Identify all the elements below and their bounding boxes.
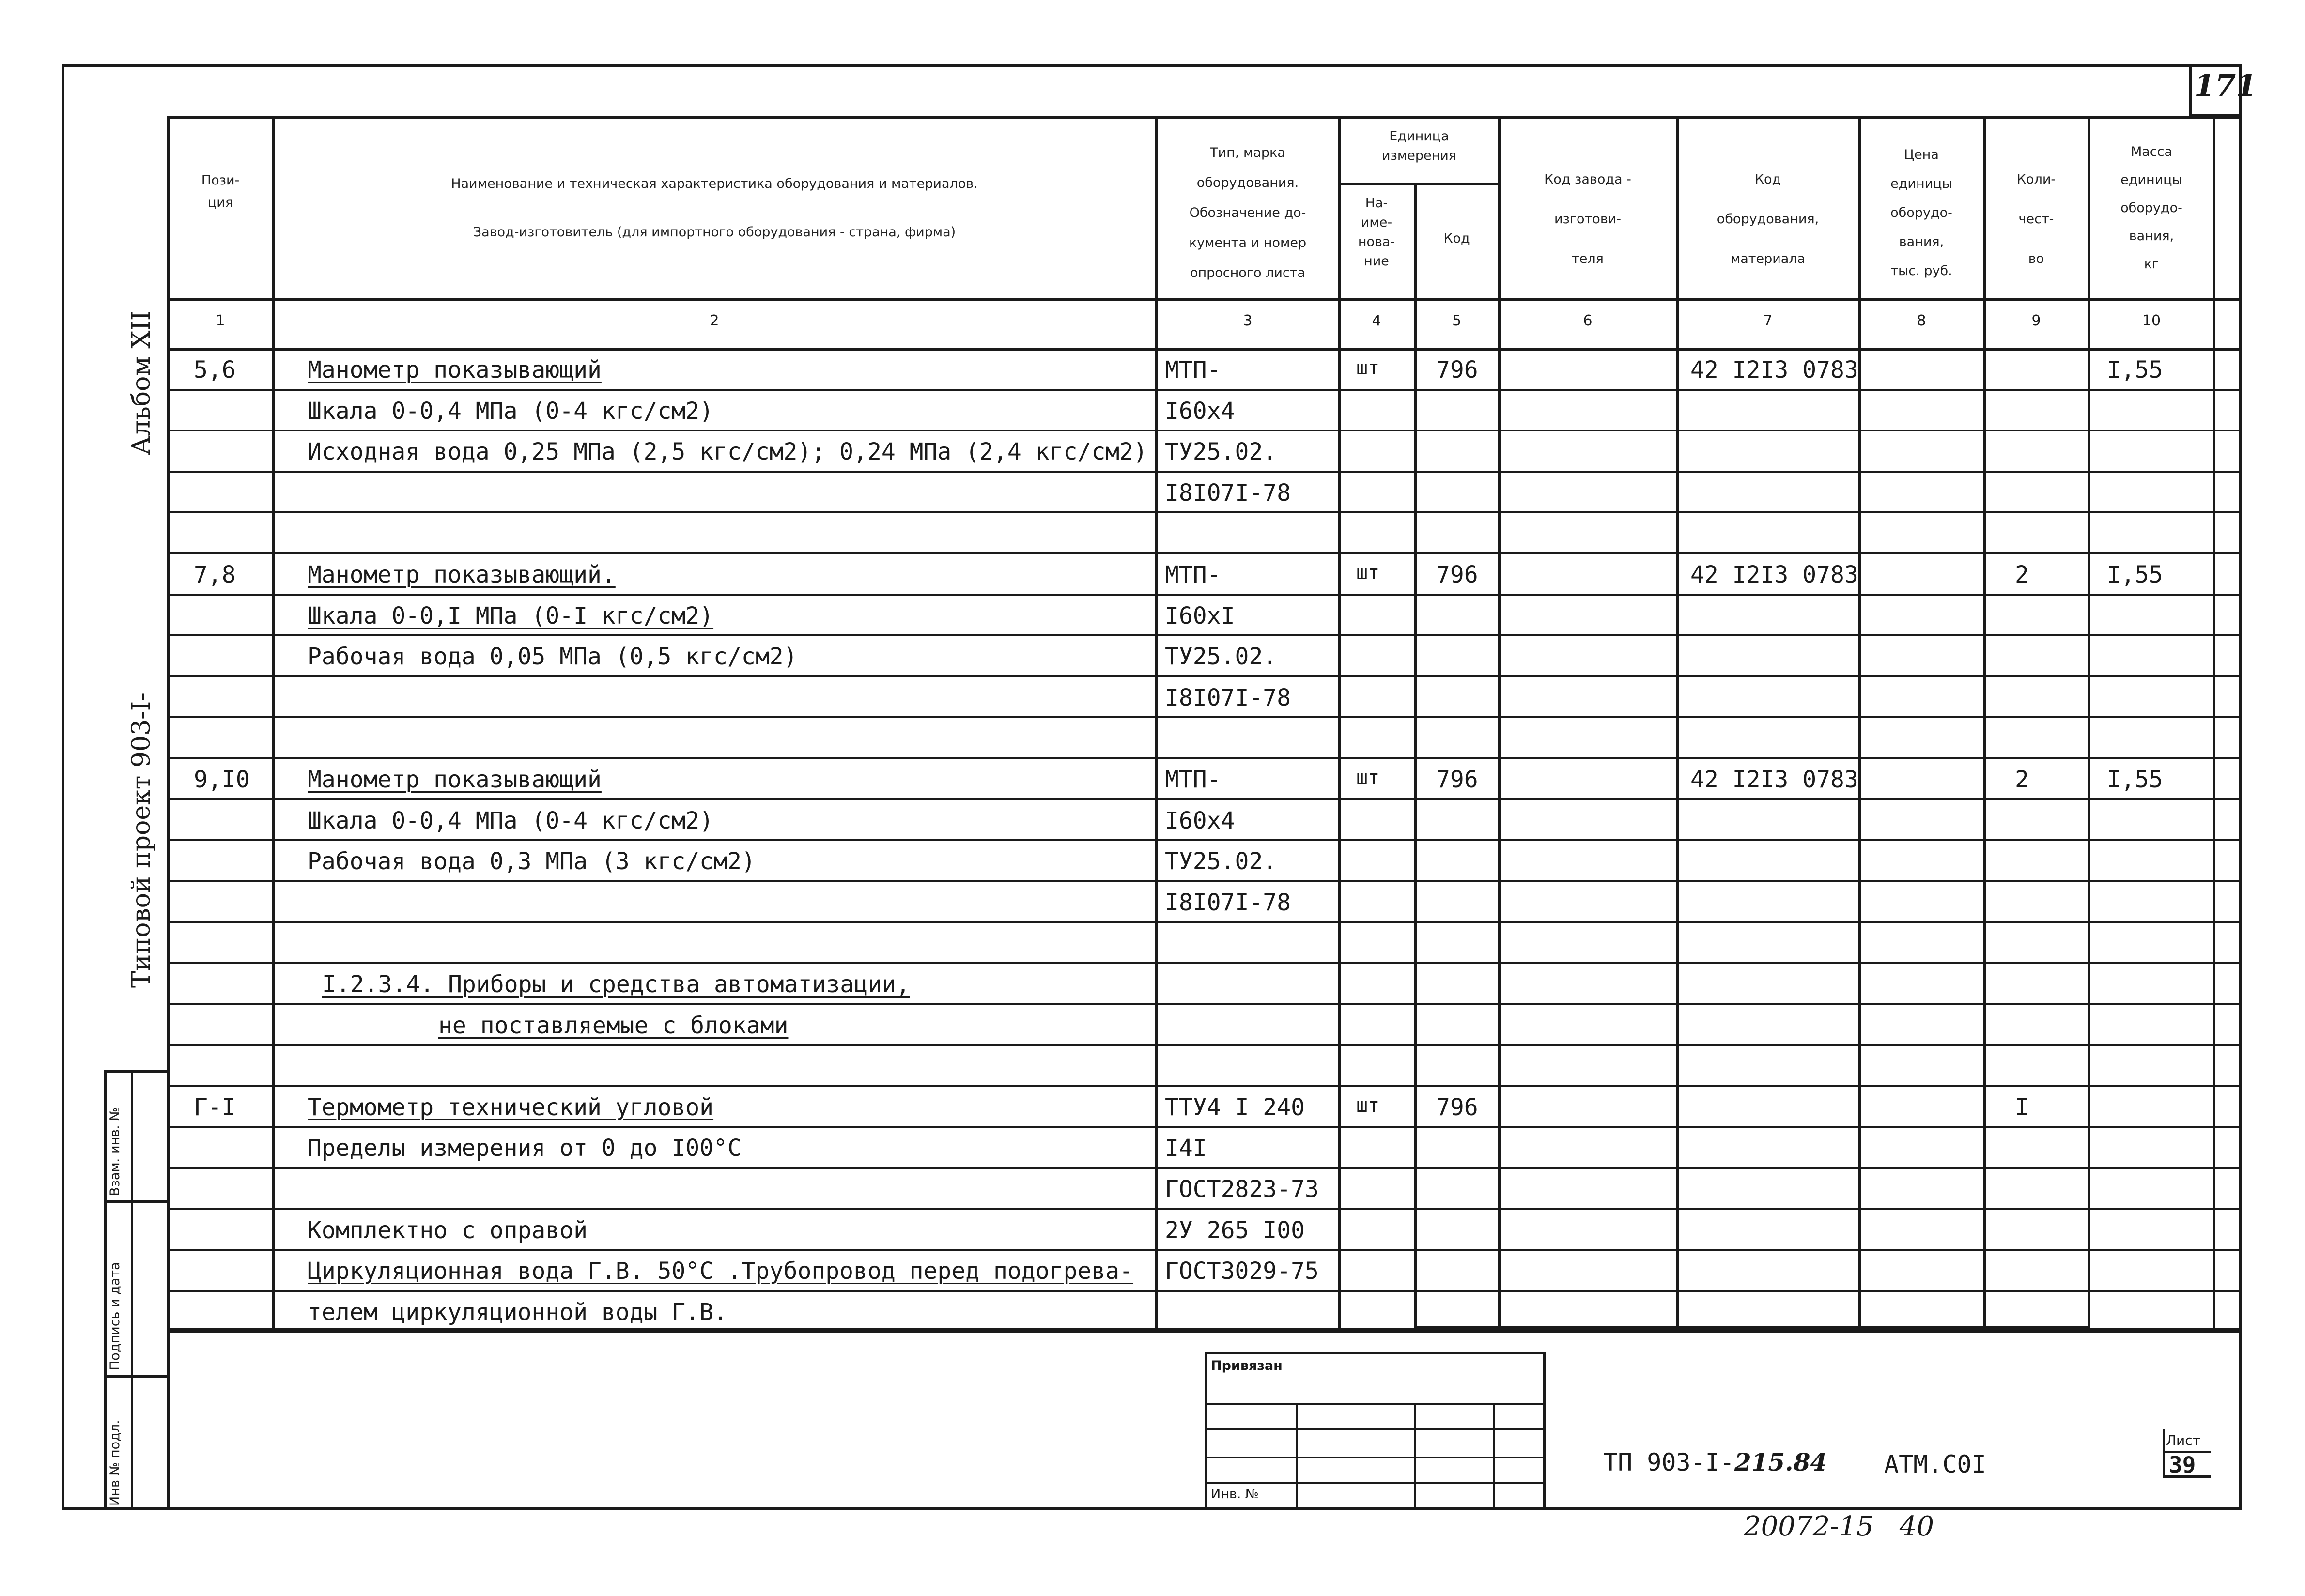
row-eq: 42 I2I3 0783	[1690, 766, 1858, 793]
row-type: МТП-	[1165, 766, 1221, 793]
row-type: МТП-	[1165, 561, 1221, 588]
header-bottom-line	[167, 298, 2239, 301]
row-divider	[167, 1290, 2239, 1292]
header-quantity: Коли- чест- во	[2016, 172, 2056, 266]
row-divider	[167, 962, 2239, 964]
row-type: ГОСТ2823-73	[1165, 1176, 1319, 1203]
colnum-1: 1	[216, 312, 225, 329]
row-name: Рабочая вода 0,05 МПа (0,5 кгс/см2)	[308, 643, 798, 671]
row-pos: 7,8	[194, 561, 236, 588]
row-type: I8I07I-78	[1165, 479, 1291, 506]
album-label: Альбом XII	[127, 310, 156, 455]
row-code: 796	[1436, 766, 1478, 793]
doc-prefix: ТП 903-I-	[1603, 1448, 1734, 1476]
project-label: Типовой проект 903-I-	[127, 692, 156, 988]
row-name: Рабочая вода 0,3 МПа (3 кгс/см2)	[308, 848, 756, 875]
row-code: 796	[1436, 356, 1478, 384]
corner-number: 171	[2194, 68, 2257, 103]
row-divider	[167, 552, 2239, 554]
header-price: Цена единицы оборудо- вания, тыс. руб.	[1890, 147, 1952, 278]
row-eq: 42 I2I3 0783	[1690, 561, 1858, 588]
header-equipment-code: Код оборудования, материала	[1717, 172, 1819, 266]
row-divider	[167, 921, 2239, 923]
colnum-7: 7	[1763, 312, 1773, 329]
row-type: ГОСТ3029-75	[1165, 1258, 1319, 1285]
header-name: Наименование и техническая характеристика оборудования и материалов. Завод-изготовитель (для импортного оборудования - страна, фирма)	[451, 176, 978, 240]
header-mass: Масса единицы оборудо- вания, кг	[2120, 144, 2182, 272]
row-code: 796	[1436, 1093, 1478, 1121]
row-type: ТУ25.02.	[1165, 438, 1277, 466]
row-type: ТТУ4 I 240	[1165, 1093, 1305, 1121]
row-type: I4I	[1165, 1135, 1207, 1162]
colnum-3: 3	[1243, 312, 1253, 329]
row-divider	[167, 471, 2239, 473]
row-pos: 5,6	[194, 356, 236, 384]
row-code: 796	[1436, 561, 1478, 588]
row-divider	[167, 839, 2239, 841]
header-unit-code: Код	[1443, 231, 1470, 246]
row-divider	[167, 1208, 2239, 1210]
col-line-4	[1414, 183, 1417, 1328]
row-type: I8I07I-78	[1165, 684, 1291, 711]
header-factory-code: Код завода - изготови- теля	[1544, 172, 1631, 266]
colnum-bottom-line	[167, 348, 2239, 351]
title-block-top	[167, 1328, 2242, 1331]
row-name: Шкала 0-0,4 МПа (0-4 кгс/см2)	[308, 807, 714, 834]
row-divider	[167, 675, 2239, 677]
colnum-10: 10	[2142, 312, 2161, 329]
row-divider	[167, 757, 2239, 759]
row-name: не поставляемые с блоками	[438, 1012, 789, 1039]
row-name: Шкала 0-0,4 МПа (0-4 кгс/см2)	[308, 397, 714, 425]
row-type: I60х4	[1165, 807, 1235, 834]
row-divider	[167, 1085, 2239, 1087]
inv-label: Инв. №	[1211, 1487, 1259, 1502]
row-divider	[167, 634, 2239, 636]
row-name: Шкала 0-0,I МПа (0-I кгс/см2)	[308, 602, 714, 629]
colnum-2: 2	[710, 312, 719, 329]
sheet-label: Лист	[2166, 1432, 2200, 1448]
doc-code: АТМ.С0I	[1884, 1450, 1986, 1478]
row-divider	[167, 1167, 2239, 1169]
bound-label: Привязан	[1211, 1358, 1283, 1373]
stamp-row-2-top	[104, 1200, 167, 1203]
bound-vline-2	[1414, 1403, 1416, 1510]
col-line-7	[1858, 116, 1861, 1328]
table-top-line	[167, 116, 2239, 119]
row-name: Манометр показывающий	[308, 356, 602, 384]
row-divider	[167, 1249, 2239, 1251]
header-unit-group: Единица измерения	[1381, 129, 1457, 163]
row-name: Пределы измерения от 0 до I00°С	[308, 1135, 742, 1162]
row-type: МТП-	[1165, 356, 1221, 384]
stamp-column-mid	[131, 1070, 133, 1510]
row-name: Манометр показывающий.	[308, 561, 616, 588]
bound-vline-1	[1296, 1403, 1298, 1510]
row-unit: шт	[1356, 562, 1380, 584]
row-mass: I,55	[2107, 561, 2163, 588]
col-line-8	[1983, 116, 1986, 1328]
row-divider	[167, 430, 2239, 431]
row-type: I60х4	[1165, 397, 1235, 425]
row-mass: I,55	[2107, 766, 2163, 793]
col-line-5	[1498, 116, 1501, 1328]
row-divider	[167, 716, 2239, 718]
row-eq: 42 I2I3 0783	[1690, 356, 1858, 384]
row-divider	[167, 880, 2239, 882]
row-qty: 2	[2015, 766, 2029, 793]
row-name: Исходная вода 0,25 МПа (2,5 кгс/см2); 0,24 МПа (2,4 кгс/см2)	[308, 438, 1147, 466]
row-type: 2У 265 I00	[1165, 1216, 1305, 1244]
stamp-replace-inv: Взам. инв. №	[108, 1107, 123, 1196]
row-divider	[167, 1044, 2239, 1046]
row-divider	[167, 1331, 2239, 1333]
header-unit-name: На- име- нова- ние	[1358, 196, 1395, 269]
row-name: Циркуляционная вода Г.В. 50°С .Трубопровод перед подогрева-	[308, 1258, 1134, 1285]
col-line-6	[1676, 116, 1679, 1328]
row-type: I60хI	[1165, 602, 1235, 629]
stamp-row-3-top	[104, 1375, 167, 1378]
row-mass: I,55	[2107, 356, 2163, 384]
row-name: Комплектно с оправой	[308, 1216, 588, 1244]
row-type: ТУ25.02.	[1165, 848, 1277, 875]
doc-handwritten-number: 215.84	[1734, 1448, 1827, 1476]
unit-group-line	[1338, 183, 1498, 185]
row-unit: шт	[1356, 357, 1380, 379]
footer-note: 20072-15 40	[1744, 1511, 1934, 1542]
stamp-original-inv: Инв № подл.	[108, 1420, 123, 1506]
colnum-5: 5	[1452, 312, 1462, 329]
row-unit: шт	[1356, 1094, 1380, 1117]
sheet-number: 39	[2169, 1452, 2196, 1478]
row-name: Термометр технический угловой	[308, 1093, 714, 1121]
colnum-4: 4	[1372, 312, 1381, 329]
header-position: Пози- ция	[201, 173, 240, 210]
row-unit: шт	[1356, 767, 1380, 789]
row-divider	[167, 1003, 2239, 1005]
col-line-9	[2088, 116, 2090, 1328]
col-line-3	[1338, 116, 1341, 1328]
row-type: ТУ25.02.	[1165, 643, 1277, 671]
row-qty: I	[2015, 1093, 2029, 1121]
row-divider	[167, 389, 2239, 391]
bound-vline-3	[1493, 1403, 1495, 1510]
row-type: I8I07I-78	[1165, 889, 1291, 916]
row-divider	[167, 1126, 2239, 1128]
stamp-row-1-top	[104, 1070, 167, 1073]
col-line-10	[2213, 116, 2215, 1328]
row-pos: Г-I	[194, 1093, 236, 1121]
colnum-9: 9	[2031, 312, 2041, 329]
stamp-column-left	[104, 1070, 107, 1510]
colnum-6: 6	[1583, 312, 1593, 329]
row-name: I.2.3.4. Приборы и средства автоматизации,	[322, 971, 910, 998]
stamp-signature-date: Подпись и дата	[108, 1262, 123, 1370]
row-pos: 9,I0	[194, 766, 250, 793]
doc-designation	[1603, 1448, 1827, 1476]
row-divider	[167, 511, 2239, 513]
colnum-8: 8	[1917, 312, 1926, 329]
col-line-1	[272, 116, 275, 1328]
col-line-2	[1155, 116, 1158, 1328]
header-type: Тип, марка оборудования. Обозначение до- кумента и номер опросного листа	[1189, 145, 1307, 280]
row-qty: 2	[2015, 561, 2029, 588]
row-divider	[167, 594, 2239, 596]
row-divider	[167, 798, 2239, 800]
row-name: телем циркуляционной воды Г.В.	[308, 1298, 727, 1326]
row-name: Манометр показывающий	[308, 766, 602, 793]
